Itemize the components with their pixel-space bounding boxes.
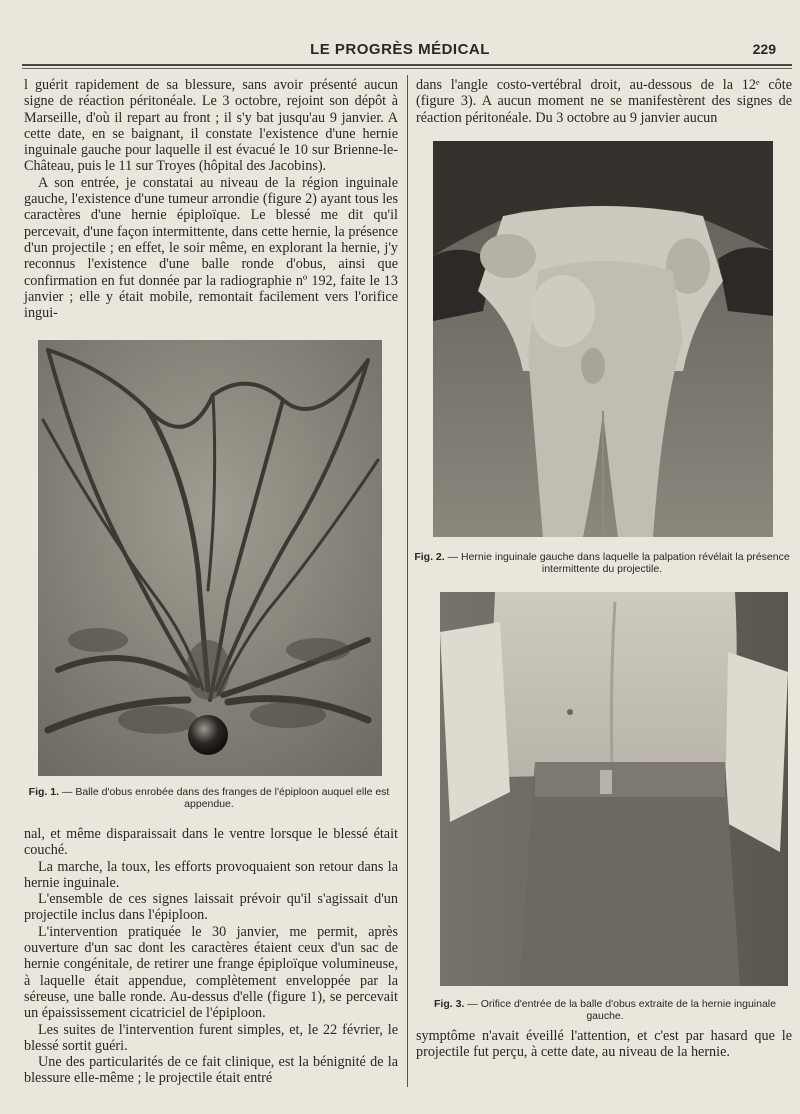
figure-1-caption [20, 786, 398, 810]
paragraph: A son entrée, je constatai au niveau de la région inguinale gauche, l'existence d'une tumeur arrondie (figure 2) ayant tous les caractères d'une hernie épiploïque. Le blessé me dit qu'il percevait, d'une façon intermittente, dans cette hernie, la présence d'un projectile ; en effet, le soir même, en explorant la hernie, j'y reconnus l'existence d'une balle ronde d'obus, ainsi que confirmation en fut donnée par la radiographie nº 192, faite le 13 janvier ; elle y était mobile, remontait facilement vers l'orifice ingui- [24, 174, 398, 322]
paragraph: symptôme n'avait éveillé l'attention, et c'est par hasard que le projectile fut perçu, à cette date, au niveau de la hernie. [416, 1028, 792, 1061]
figure-1-caption-text: — Balle d'obus enrobée dans des franges de l'épiploon auquel elle est appendue. [61, 786, 390, 810]
figure-3-image [440, 592, 788, 986]
paragraph: nal, et même disparaissait dans le ventre lorsque le blessé était couché. [24, 826, 398, 859]
paragraph: La marche, la toux, les efforts provoquaient son retour dans la hernie inguinale. [24, 858, 398, 891]
figure-1-image [38, 340, 382, 776]
figure-2-caption [414, 551, 790, 575]
paragraph: dans l'angle costo-vertébral droit, au-dessous de la 12ᵉ côte (figure 3). A aucun moment ne se manifestèrent des signes de réaction péritonéale. Du 3 octobre au 9 janvier aucun [416, 77, 792, 126]
paragraph: L'intervention pratiquée le 30 janvier, me permit, après ouverture d'un sac dont les caractères étaient ceux d'un sac de hernie congénitale, de retirer une frange épiploïque volumineuse, à laquelle était appendue, complètement enveloppée par la séreuse, une balle ronde. Au-dessus d'elle (figure 1), se percevait un épaississement cicatriciel de l'épiploon. [24, 923, 398, 1022]
paragraph: l guérit rapidement de sa blessure, sans avoir présenté aucun signe de réaction péritonéale. Le 3 octobre, rejoint son dépôt à Marseille, d'où il repart au front ; il s'y bat jusqu'au 9 janvier. A cette date, en se baignant, il constate l'existence d'une hernie inguinale gauche pour laquelle il est évacué le 10 sur Brienne-le-Château, puis le 11 sur Troyes (hôpital des Jacobins). [24, 77, 398, 175]
figure-2-caption-text: — Hernie inguinale gauche dans laquelle la palpation révélait la présence intermittente du projectile. [447, 551, 790, 575]
page-number: 229 [752, 41, 776, 57]
left-column-top-text [24, 77, 398, 321]
paragraph: Une des particularités de ce fait clinique, est la bénignité de la blessure elle-même ; le projectile était entré [24, 1054, 398, 1087]
paragraph: L'ensemble de ces signes laissait prévoir qu'il s'agissait d'un projectile inclus dans l'épiploon. [24, 891, 398, 924]
running-title: LE PROGRÈS MÉDICAL [310, 41, 490, 58]
figure-3-label: Fig. 3. [434, 998, 465, 1010]
right-column-bottom-text [416, 1028, 792, 1061]
right-column-top-text [416, 77, 792, 126]
figure-3-caption [420, 998, 790, 1022]
header-rule-thin [22, 68, 792, 69]
figure-1-label: Fig. 1. [28, 786, 59, 798]
header-rule [22, 64, 792, 66]
figure-2-label: Fig. 2. [414, 551, 445, 563]
column-divider [407, 75, 408, 1087]
figure-2-image [433, 141, 773, 537]
figure-3-caption-text: — Orifice d'entrée de la balle d'obus extraite de la hernie inguinale gauche. [467, 998, 776, 1022]
left-column-bottom-text [24, 826, 398, 1087]
page-header [0, 0, 800, 70]
paragraph: Les suites de l'intervention furent simples, et, le 22 février, le blessé sortit guéri. [24, 1021, 398, 1054]
